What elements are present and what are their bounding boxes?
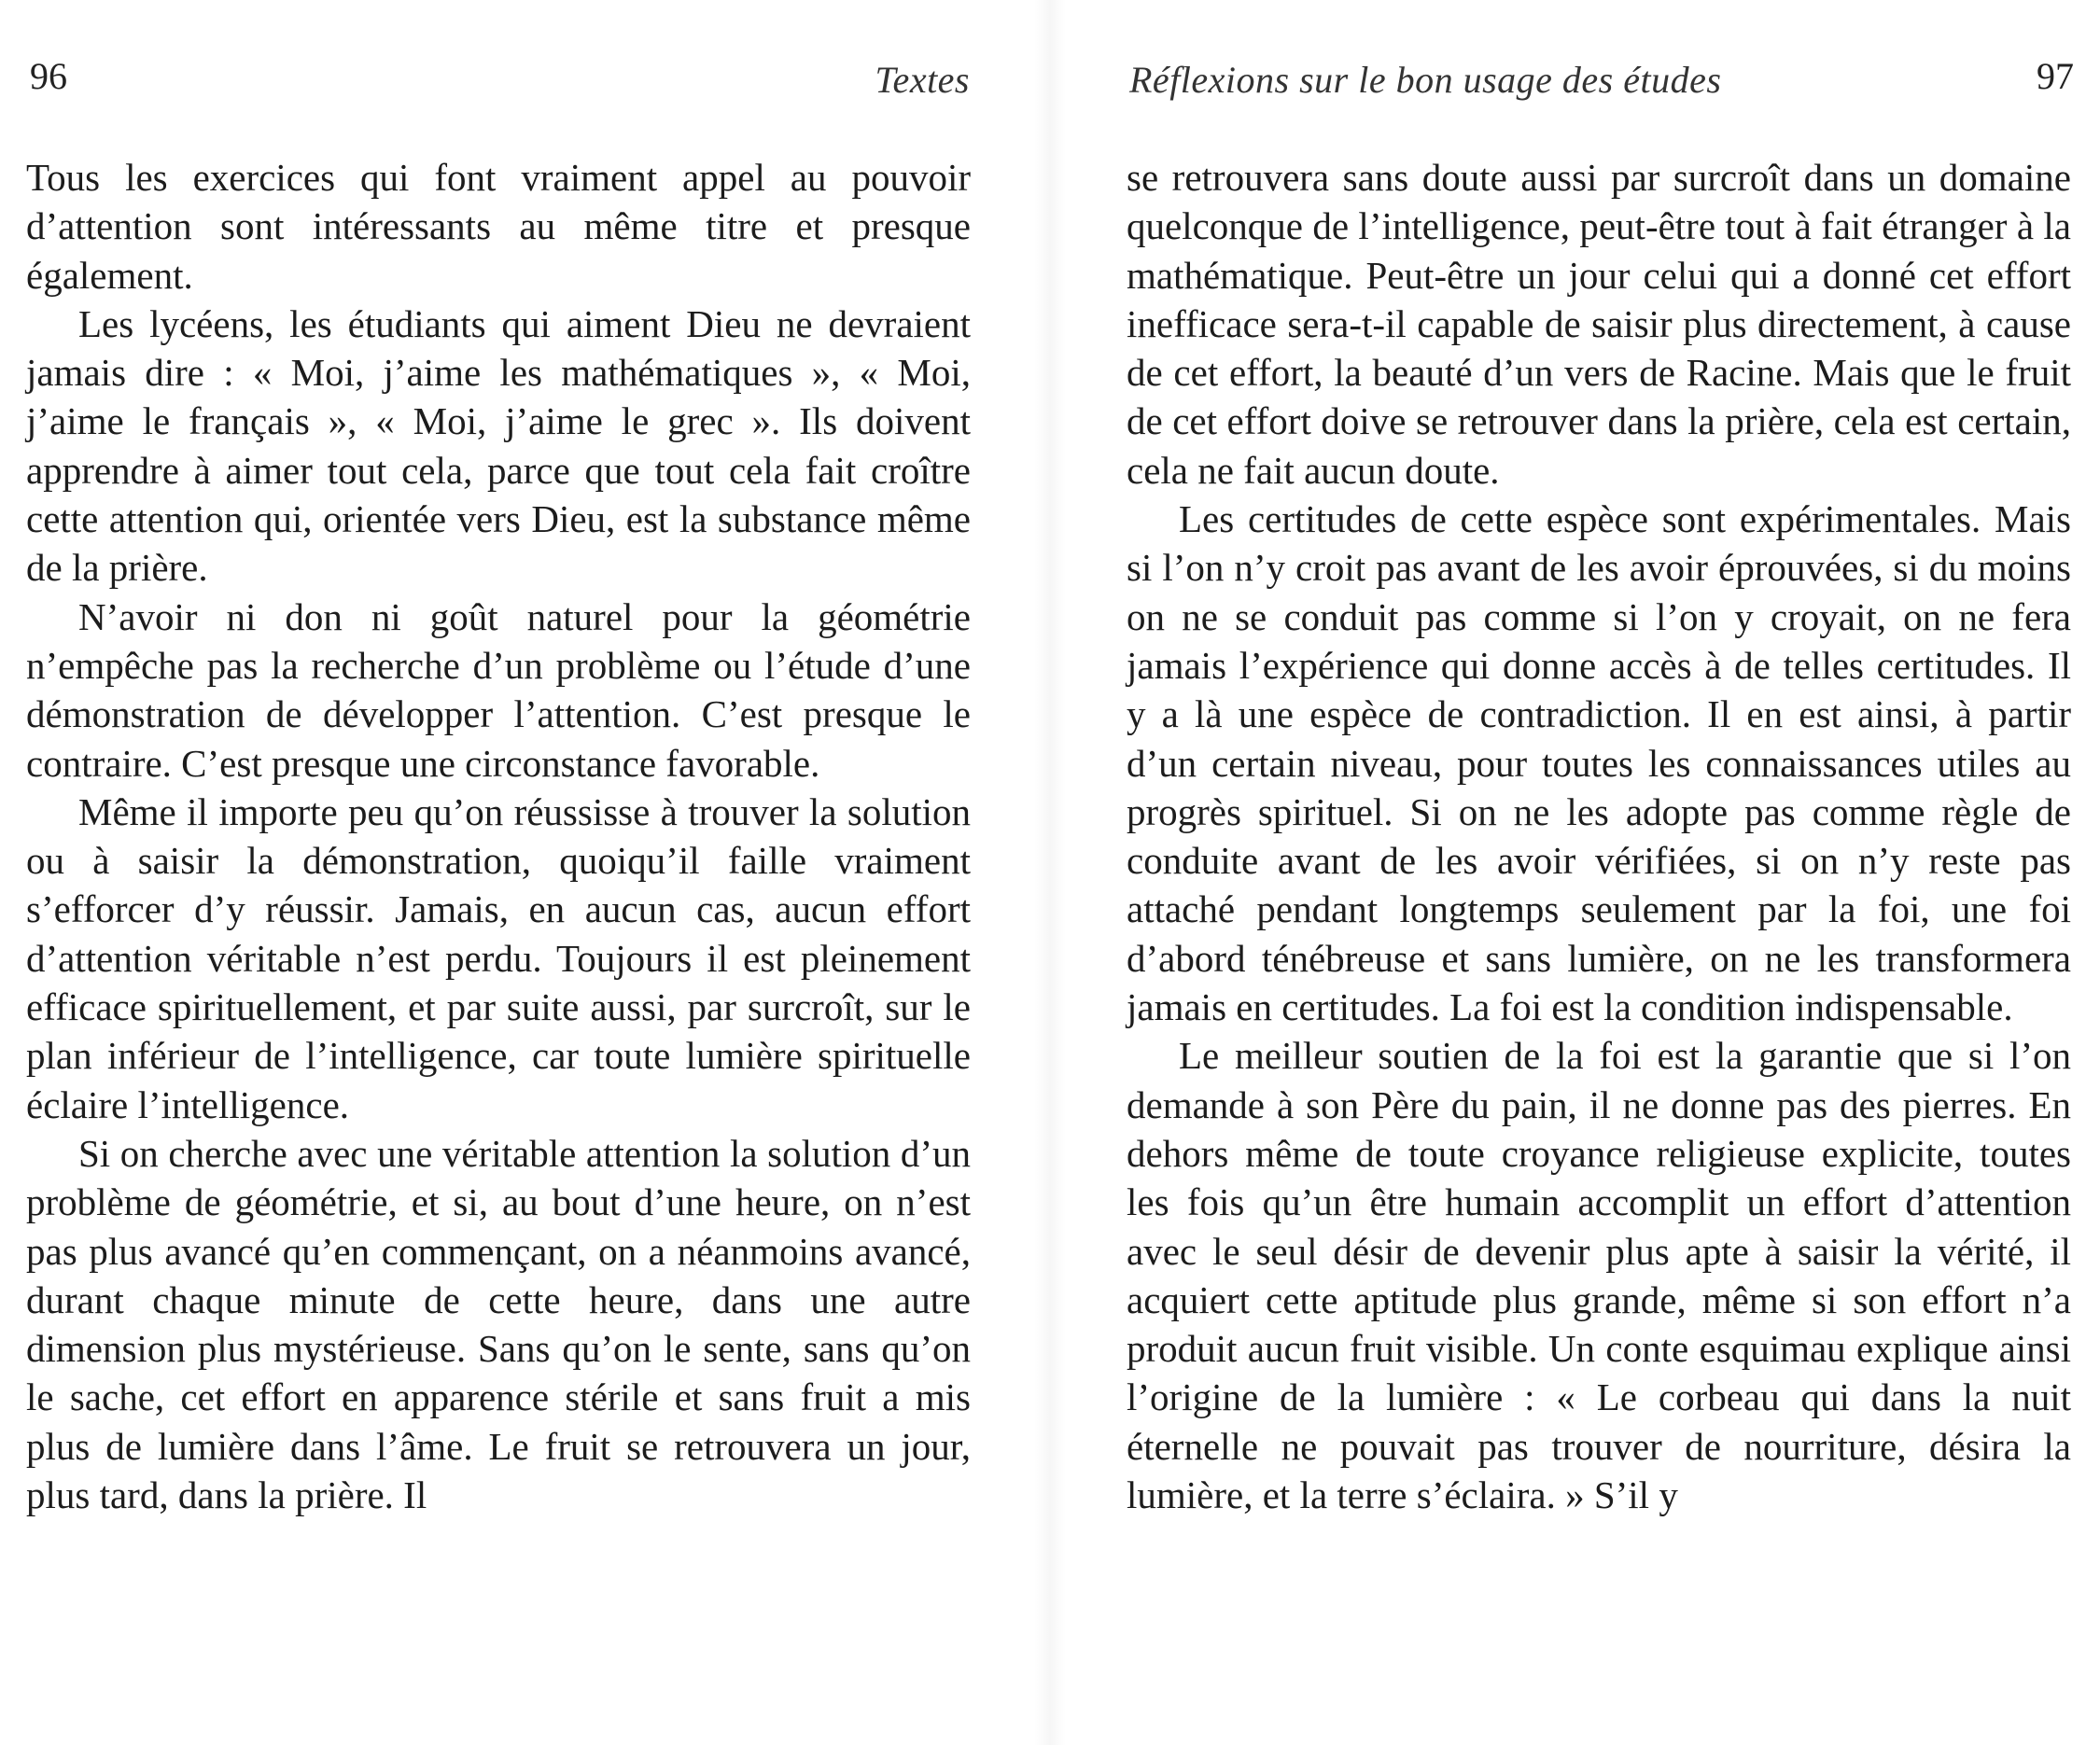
paragraph: Tous les exercices qui font vraiment appel au pouvoir d’attention sont intéressants au même titre et presque également.	[26, 156, 971, 297]
right-page	[1050, 0, 2100, 1745]
paragraph: Le meilleur soutien de la foi est la garantie que si l’on demande à son Père du pain, il ne donne pas des pierres. En dehors même de toute croyance religieuse explicite, toutes les fois qu’un être humain accomplit un effort d’attention avec le seul désir de devenir plus apte à saisir la vérité, il acquiert cette aptitude plus grande, même si son effort n’a produit aucun fruit visible. Un conte esquimau explique ainsi l’origine de la lumière : « Le corbeau qui dans la nuit éternelle ne pouvait pas trouver de nourriture, désira la lumière, et la terre s’éclaira. » S’il y	[1127, 1034, 2071, 1517]
paragraph: Les certitudes de cette espèce sont expérimentales. Mais si l’on n’y croit pas avant de les avoir éprouvées, si du moins on ne se conduit pas comme si l’on y croyait, on ne fera jamais l’expérience qui donne accès à de telles certitudes. Il y a là une espèce de contradiction. Il en est ainsi, à partir d’un certain niveau, pour toutes les connaissances utiles au progrès spirituel. Si on ne les adopte pas comme règle de conduite avant de les avoir vérifiées, si on n’y reste pas attaché pendant longtemps seulement par la foi, une foi d’abord ténébreuse et sans lumière, on ne les transformera jamais en certitudes. La foi est la condition indispensable.	[1127, 497, 2071, 1029]
paragraph: se retrouvera sans doute aussi par surcroît dans un domaine quelconque de l’intelligence, peut-être tout à fait étranger à la mathématique. Peut-être un jour celui qui a donné cet effort inefficace sera-t-il capable de saisir plus directement, à cause de cet effort, la beauté d’un vers de Racine. Mais que le fruit de cet effort doive se retrouver dans la prière, cela est certain, cela ne fait aucun doute.	[1127, 156, 2071, 492]
page-number-left: 96	[30, 55, 67, 97]
paragraph: Si on cherche avec une véritable attention la solution d’un problème de géométrie, et si, au bout d’une heure, on n’est pas plus avancé qu’en commençant, on a néanmoins avancé, durant chaque minute de cette heure, dans une autre dimension plus mystérieuse. Sans qu’on le sente, sans qu’on le sache, cet effort en apparence stérile et sans fruit a mis plus de lumière dans l’âme. Le fruit se retrouvera un jour, plus tard, dans la prière. Il	[26, 1131, 971, 1517]
paragraph: N’avoir ni don ni goût naturel pour la géométrie n’empêche pas la recherche d’un problème ou l’étude d’une démonstration de développer l’attention. C’est presque le contraire. C’est presque une circonstance favorable.	[26, 594, 971, 785]
paragraph: Même il importe peu qu’on réussisse à trouver la solution ou à saisir la démonstration, quoiqu’il faille vraiment s’efforcer d’y réussir. Jamais, en aucun cas, aucun effort d’attention véritable n’est perdu. Toujours il est pleinement efficace spirituellement, et par suite aussi, par surcroît, sur le plan inférieur de l’intelligence, car toute lumière spirituelle éclaire l’intelligence.	[26, 789, 971, 1126]
running-head-left: Textes	[875, 59, 970, 101]
left-page-body	[26, 153, 971, 1519]
right-page-body	[1127, 153, 2071, 1519]
page-number-right: 97	[2037, 55, 2074, 97]
paragraph: Les lycéens, les étudiants qui aiment Dieu ne devraient jamais dire : « Moi, j’aime les mathématiques », « Moi, j’aime le français », « Moi, j’aime le grec ». Ils doivent apprendre à aimer tout cela, parce que tout cela fait croître cette attention qui, orientée vers Dieu, est la substance même de la prière.	[26, 301, 971, 590]
running-head-right: Réflexions sur le bon usage des études	[1129, 59, 1722, 101]
